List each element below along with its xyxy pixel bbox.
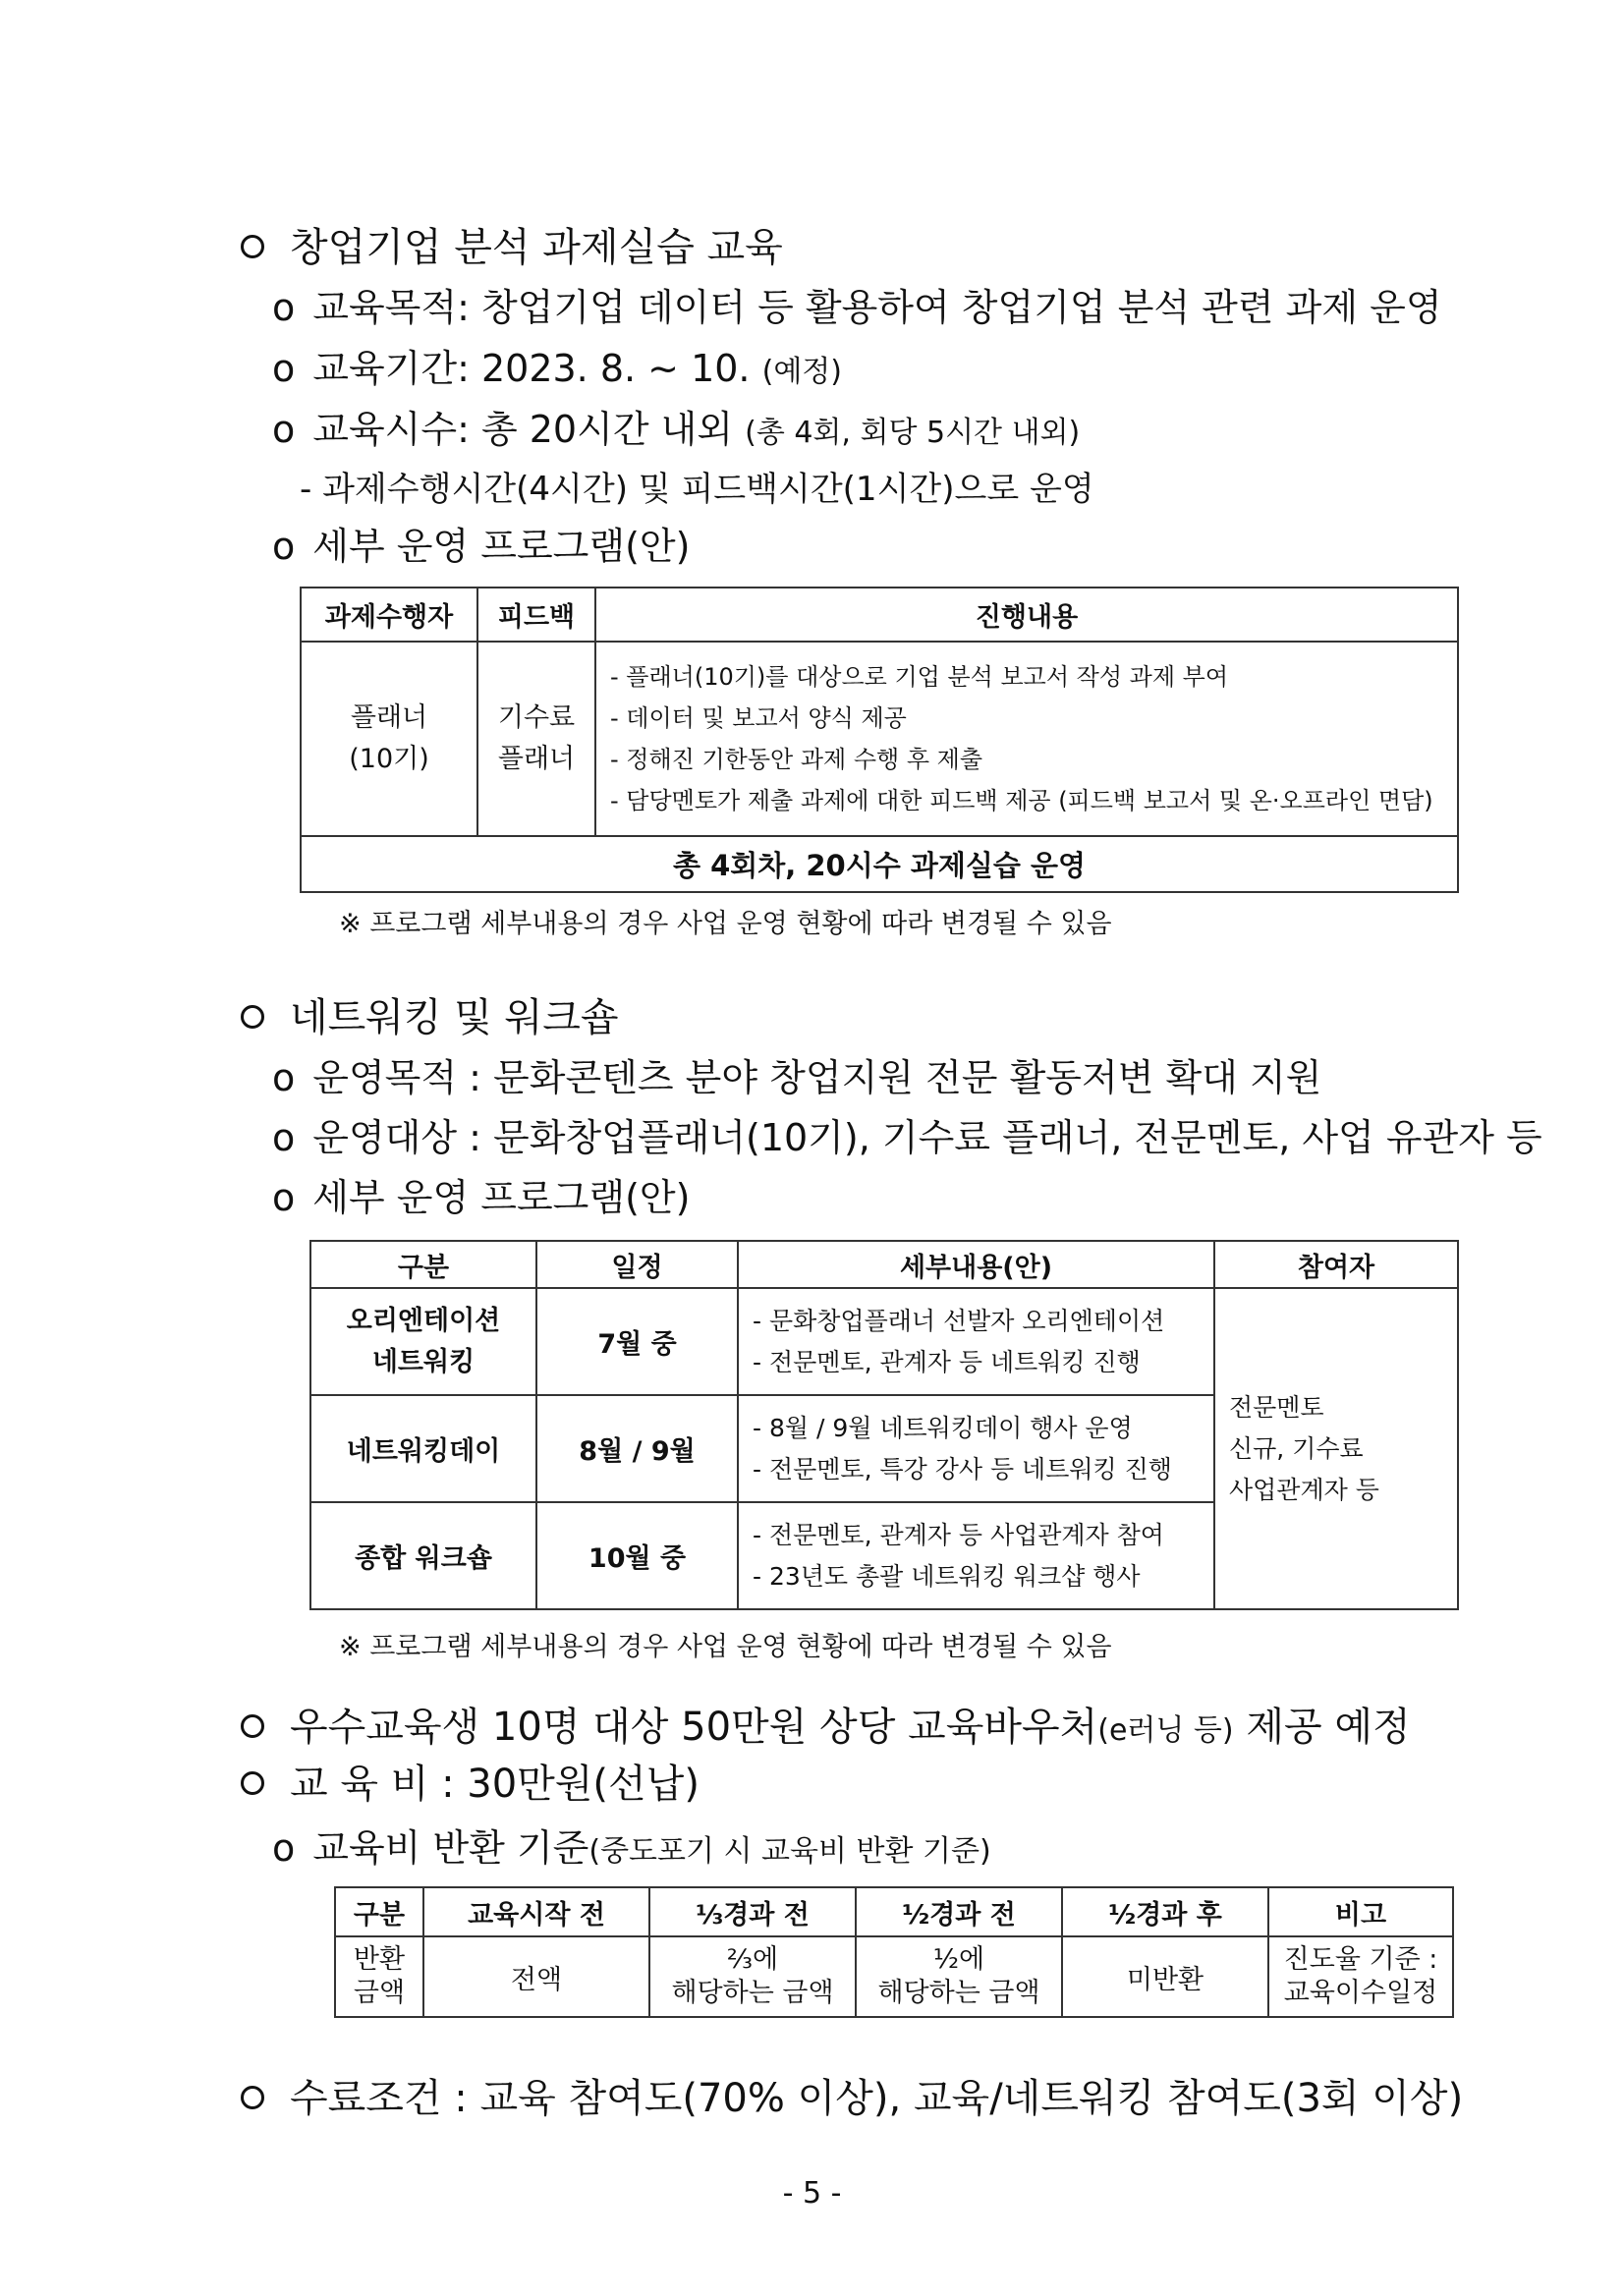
section2-note: ※ 프로그램 세부내용의 경우 사업 운영 현황에 따라 변경될 수 있음 (339, 1632, 1112, 1662)
voucher-heading: 우수교육생 10명 대상 50만원 상당 교육바우처(e러닝 등) 제공 예정 (241, 1696, 1411, 1752)
refund-table (334, 1886, 1454, 2018)
completion-heading: 수료조건 : 교육 참여도(70% 이상), 교육/네트워킹 참여도(3회 이상) (241, 2067, 1463, 2123)
assignment-table (300, 587, 1459, 893)
table-header: 참여자 (1214, 1241, 1458, 1288)
participants-cell: 전문멘토 신규, 기수료 사업관계자 등 (1214, 1288, 1458, 1609)
table-header: 과제수행자 (301, 588, 477, 642)
table-row: 오리엔테이션 네트워킹 7월 중 - 문화창업플래너 선발자 오리엔테이션 - 전문멘토, 관계자 등 네트워킹 진행 전문멘토 신규, 기수료 사업관계자 등 (310, 1288, 1458, 1395)
circle-bullet-icon (241, 235, 264, 258)
section2-heading (241, 986, 619, 1042)
table-row: 종합 워크숍 10월 중 - 전문멘토, 관계자 등 사업관계자 참여 - 23년도 총괄 네트워킹 워크샵 행사 (310, 1502, 1458, 1609)
section2-program-title: o 세부 운영 프로그램(안) (272, 1176, 691, 1219)
section1-heading (241, 216, 783, 272)
circle-bullet-icon (241, 1005, 264, 1029)
circle-bullet-icon (241, 2086, 264, 2109)
section1-program-title: o 세부 운영 프로그램(안) (272, 525, 691, 568)
table-row: 반환 금액 전액 ⅔에 해당하는 금액 ½에 해당하는 금액 미반환 진도율 기준 : 교육이수일정 (335, 1936, 1453, 2017)
table-header: 세부내용(안) (738, 1241, 1214, 1288)
page-number: - 5 - (782, 2176, 842, 2211)
contents-cell: - 플래너(10기)를 대상으로 기업 분석 보고서 작성 과제 부여 - 데이터 및 보고서 양식 제공 - 정해진 기한동안 과제 수행 후 제출 - 담당멘토가 제출 과제에 대한 피드백 제공 (피드백 보고서 및 온·오프라인 면담) (595, 642, 1458, 836)
performer-cell: 플래너 (10기) (301, 642, 477, 836)
section1-item-hours: o 교육시수: 총 20시간 내외 (총 4회, 회당 5시간 내외) (272, 408, 1081, 451)
networking-table (309, 1240, 1459, 1610)
table-header: ½경과 후 (1062, 1887, 1268, 1936)
table-header: 일정 (536, 1241, 738, 1288)
table-header: 교육시작 전 (423, 1887, 649, 1936)
table-header: 구분 (310, 1241, 536, 1288)
circle-bullet-icon (241, 1714, 264, 1738)
table-header: 구분 (335, 1887, 423, 1936)
section2-item-purpose: o 운영목적 : 문화콘텐츠 분야 창업지원 전문 활동저변 확대 지원 (272, 1056, 1322, 1099)
table-header: ½경과 전 (856, 1887, 1062, 1936)
table-header: 비고 (1268, 1887, 1453, 1936)
fee-heading: 교 육 비 : 30만원(선납) (241, 1753, 700, 1809)
feedback-cell: 기수료 플래너 (477, 642, 595, 836)
section1-title: 창업기업 분석 과제실습 교육 (290, 225, 783, 270)
table-header: ⅓경과 전 (649, 1887, 856, 1936)
table-header: 진행내용 (595, 588, 1458, 642)
table-header: 피드백 (477, 588, 595, 642)
refund-title: o 교육비 반환 기준(중도포기 시 교육비 반환 기준) (272, 1826, 991, 1870)
section1-item-purpose: o 교육목적: 창업기업 데이터 등 활용하여 창업기업 분석 관련 과제 운영 (272, 286, 1442, 329)
section1-item-period: o 교육기간: 2023. 8. ~ 10. (예정) (272, 347, 842, 390)
section2-title: 네트워킹 및 워크숍 (290, 995, 619, 1040)
section1-note: ※ 프로그램 세부내용의 경우 사업 운영 현황에 따라 변경될 수 있음 (339, 909, 1112, 939)
section1-subitem: - 과제수행시간(4시간) 및 피드백시간(1시간)으로 운영 (300, 470, 1094, 509)
circle-bullet-icon (241, 1771, 264, 1795)
table-footer: 총 4회차, 20시수 과제실습 운영 (301, 836, 1458, 892)
section2-item-target: o 운영대상 : 문화창업플래너(10기), 기수료 플래너, 전문멘토, 사업 유관자 등 (272, 1116, 1542, 1159)
table-row: 네트워킹데이 8월 / 9월 - 8월 / 9월 네트워킹데이 행사 운영 - 전문멘토, 특강 강사 등 네트워킹 진행 (310, 1395, 1458, 1502)
